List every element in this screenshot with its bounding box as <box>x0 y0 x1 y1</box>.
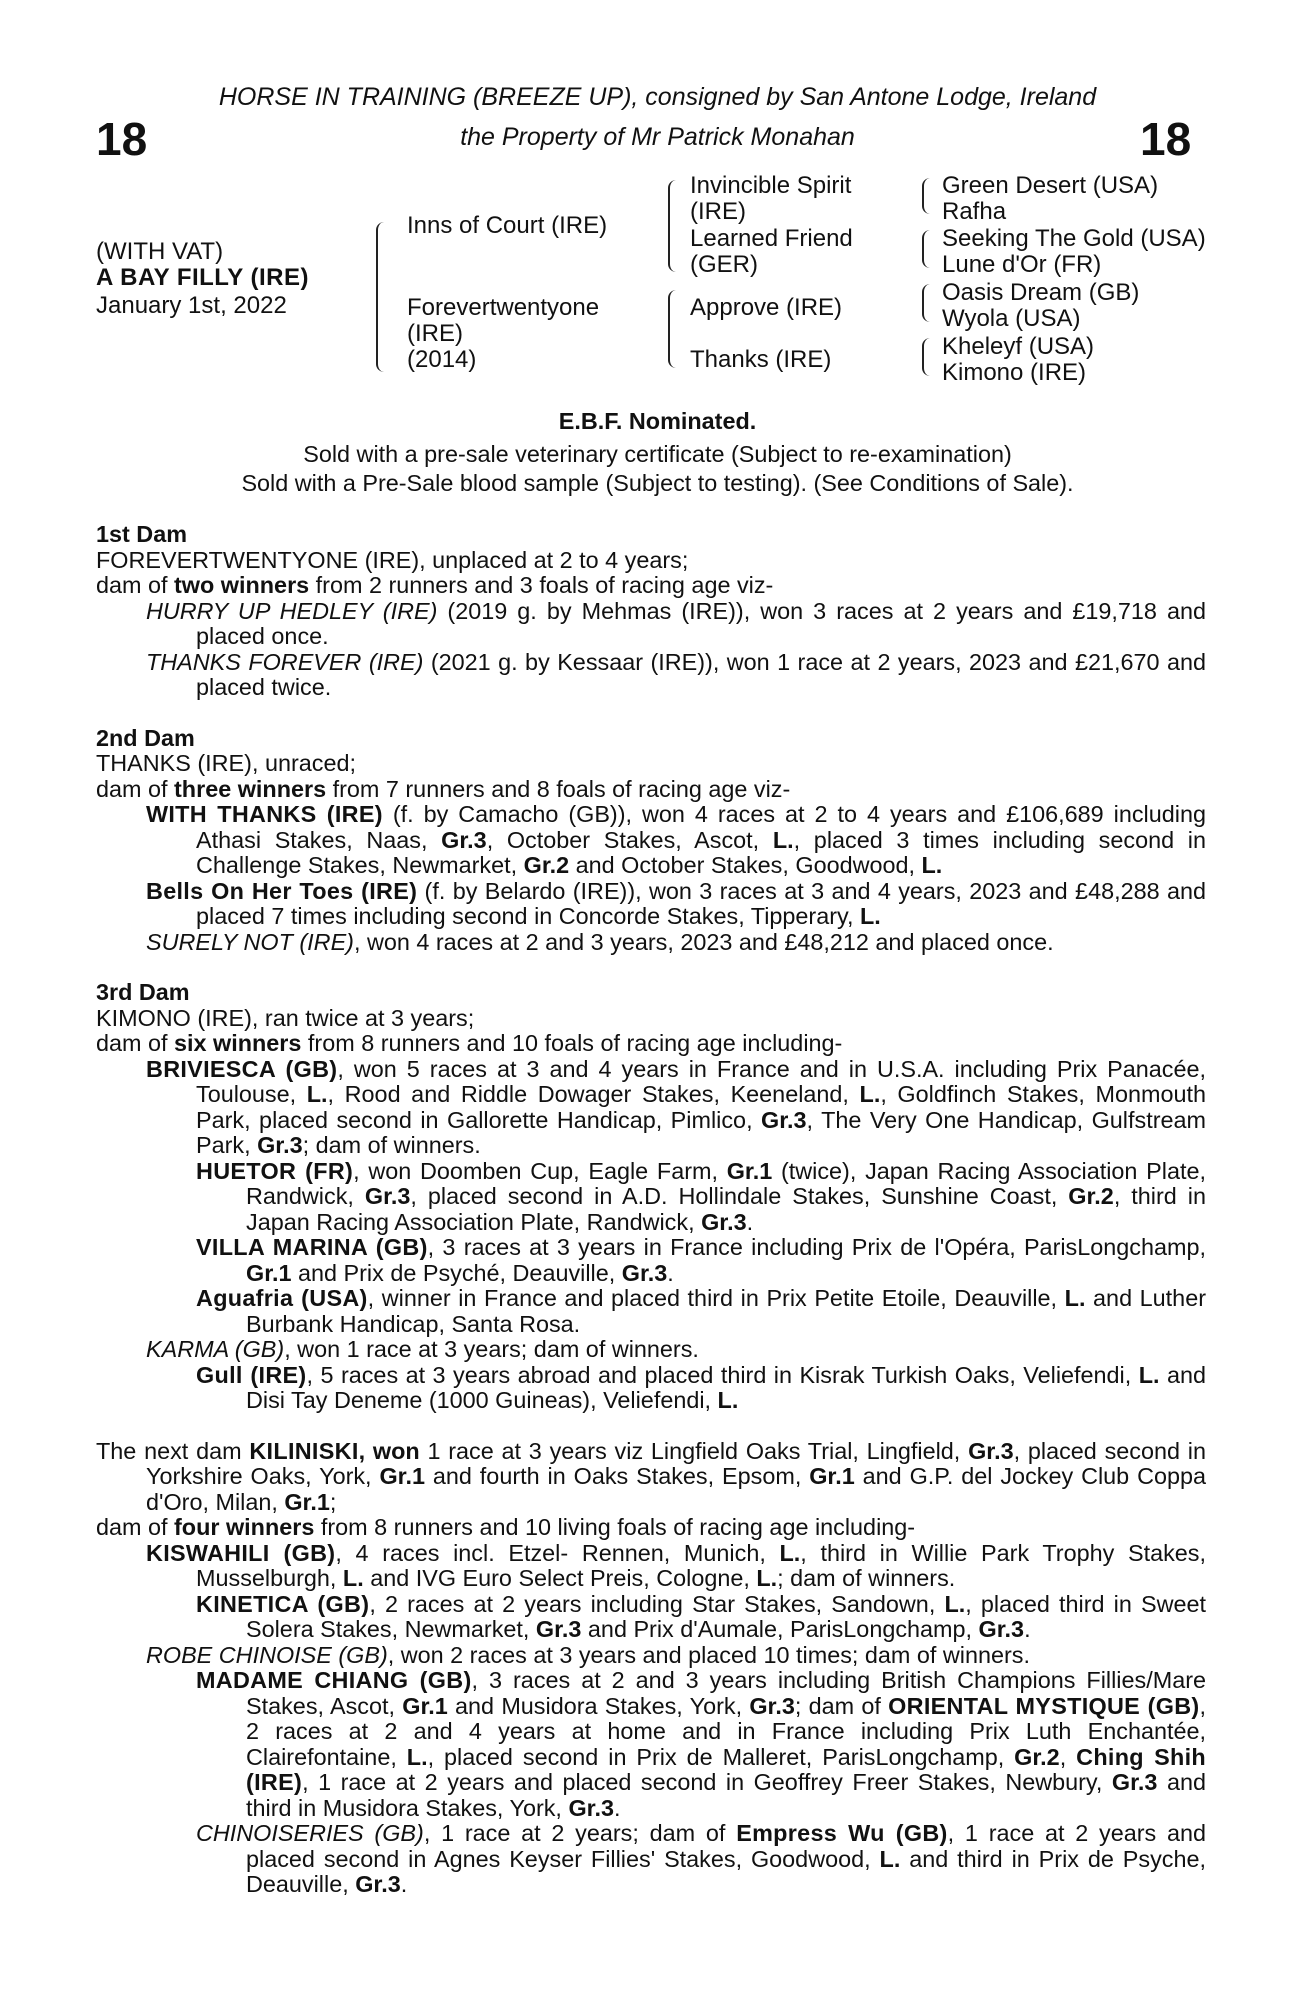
foaling-date: January 1st, 2022 <box>96 292 287 319</box>
pedigree-dam-line1: Forevertwentyone <box>407 294 600 321</box>
dam3-grandchild-gull: Gull (IRE), 5 races at 3 years abroad and placed third in Kisrak Turkish Oaks, Veliefendi, L. and Disi Tay Deneme (1000 Guineas), Veliefendi, L. <box>196 1361 1206 1413</box>
ebf-note: E.B.F. Nominated. <box>558 408 757 434</box>
dam3-offspring-karma: KARMA (GB), won 1 race at 3 years; dam of winners. <box>146 1336 699 1362</box>
pedigree-dss: Oasis Dream (GB) <box>942 279 1140 306</box>
dam3-offspring-briviesca: BRIVIESCA (GB), won 5 races at 3 and 4 years in France and in U.S.A. including Prix Panacée, Toulouse, L., Rood and Riddle Dowager Stakes, Keeneland, L., Goldfinch Stakes, Monmouth Park, placed second in Gallorette Handicap, Pimlico, Gr.3, The Very One Handicap, Gulfstream Park, Gr.3; dam of winners. <box>146 1055 1206 1158</box>
pedigree-sire: Inns of Court (IRE) <box>407 212 608 239</box>
consignment-line: HORSE IN TRAINING (BREEZE UP), consigned by San Antone Lodge, Ireland <box>218 83 1097 111</box>
next-dam-offspring-robe-chinoise: ROBE CHINOISE (GB), won 2 races at 3 years and placed 10 times; dam of winners. <box>146 1641 1031 1668</box>
pedigree-sss: Green Desert (USA) <box>942 172 1159 199</box>
dam2-offspring-1: WITH THANKS (IRE) (f. by Camacho (GB)), won 4 races at 2 to 4 years and £106,689 including Athasi Stakes, Naas, Gr.3, October Stakes, Ascot, L., placed 3 times including second in Challenge Stakes, Newmarket, Gr.2 and October Stakes, Goodwood, L. <box>146 801 1206 878</box>
property-line: the Property of Mr Patrick Monahan <box>460 123 855 151</box>
dam2-offspring-3: SURELY NOT (IRE), won 4 races at 2 and 3 years, 2023 and £48,212 and placed once. <box>146 928 1054 955</box>
dam1-summary: dam of two winners from 2 runners and 3 foals of racing age viz- <box>96 572 774 598</box>
dam3-summary: dam of six winners from 8 runners and 10 foals of racing age including- <box>96 1030 843 1056</box>
pedigree-dds: Kheleyf (USA) <box>942 333 1095 360</box>
pedigree-dam-line2: (IRE) <box>407 320 463 347</box>
next-dam-grandchild-kinetica: KINETICA (GB), 2 races at 2 years including Star Stakes, Sandown, L., placed third in Sweet Solera Stakes, Newmarket, Gr.3 and Prix d'Aumale, ParisLongchamp, Gr.3. <box>196 1590 1206 1642</box>
next-dam-grandchild-madame-chiang: MADAME CHIANG (GB), 3 races at 2 and 3 years including British Champions Fillies/Mare Stakes, Ascot, Gr.1 and Musidora Stakes, York, Gr.3; dam of ORIENTAL MYSTIQUE (GB), 2 races at 2 and 4 years at home and in France including Prix Luth Enchantée, Clairefontaine, L., placed second in Prix de Malleret, ParisLongchamp, Gr.2, Ching Shih (IRE), 1 race at 2 years and placed second in Geoffrey Freer Stakes, Newbury, Gr.3 and third in Musidora Stakes, York, Gr.3. <box>196 1667 1207 1821</box>
next-dam-summary: dam of four winners from 8 runners and 10 living foals of racing age including- <box>96 1514 916 1540</box>
pedigree-ddd: Kimono (IRE) <box>942 359 1087 386</box>
vat-note: (WITH VAT) <box>96 238 224 265</box>
pedigree-sire-dam-1: Learned Friend <box>690 225 853 252</box>
pedigree-brace-sire <box>668 180 682 272</box>
dam1-heading: 1st Dam <box>96 521 188 547</box>
pedigree-sds: Seeking The Gold (USA) <box>942 225 1206 252</box>
pedigree-dsd: Wyola (USA) <box>942 305 1081 332</box>
produce-record <box>96 522 1206 1898</box>
dam2-intro: THANKS (IRE), unraced; <box>96 750 356 776</box>
pedigree-brace-dd <box>922 338 934 376</box>
dam2-summary: dam of three winners from 7 runners and 8 foals of racing age viz- <box>96 775 791 802</box>
pedigree-brace-ss <box>922 178 934 214</box>
pedigree-dam-line3: (2014) <box>407 346 477 373</box>
pedigree-brace-ds <box>922 284 934 322</box>
dam3-intro: KIMONO (IRE), ran twice at 3 years; <box>96 1004 475 1031</box>
pedigree-sdd: Lune d'Or (FR) <box>942 251 1102 278</box>
pedigree-sire-sire-2: (IRE) <box>690 198 746 225</box>
pedigree-brace-main <box>376 222 392 372</box>
pedigree-brace-sd <box>922 230 934 268</box>
lot-number-right: 18 <box>1140 113 1192 165</box>
dam2-heading: 2nd Dam <box>96 724 195 751</box>
pedigree-dam-dam: Thanks (IRE) <box>690 346 832 373</box>
dam3-grandchild-huetor: HUETOR (FR), won Doomben Cup, Eagle Farm, Gr.1 (twice), Japan Racing Association Plate, Randwick, Gr.3, placed second in A.D. Hollindale Stakes, Sunshine Coast, Gr.2, third in Japan Racing Association Plate, Randwick, Gr.3. <box>196 1157 1206 1235</box>
pedigree-ssd: Rafha <box>942 198 1007 225</box>
pedigree-sire-dam-2: (GER) <box>690 251 758 278</box>
next-dam-record: The next dam KILINISKI, won 1 race at 3 years viz Lingfield Oaks Trial, Lingfield, Gr.3, placed second in Yorkshire Oaks, York, Gr.1 and fourth in Oaks Stakes, Epsom, Gr.1 and G.P. del Jockey Club Coppa d'Oro, Milan, Gr.1; <box>96 1437 1206 1515</box>
lot-number-left: 18 <box>96 113 148 165</box>
dam1-offspring-2: THANKS FOREVER (IRE) (2021 g. by Kessaar (IRE)), won 1 race at 2 years, 2023 and £21,670 and placed twice. <box>146 648 1206 700</box>
dam3-grandchild-aguafria: Aguafria (USA), winner in France and placed third in Prix Petite Etoile, Deauville, L. and Luther Burbank Handicap, Santa Rosa. <box>196 1285 1206 1337</box>
blood-note: Sold with a Pre-Sale blood sample (Subject to testing). (See Conditions of Sale). <box>241 470 1074 496</box>
pedigree-brace-dam <box>668 290 682 368</box>
next-dam-grandchild-chinoiseries: CHINOISERIES (GB), 1 race at 2 years; dam of Empress Wu (GB), 1 race at 2 years and placed second in Agnes Keyser Fillies' Stakes, Goodwood, L. and third in Prix de Psyche, Deauville, Gr.3. <box>196 1820 1207 1897</box>
pedigree-dam-sire: Approve (IRE) <box>690 294 843 321</box>
dam3-grandchild-villa-marina: VILLA MARINA (GB), 3 races at 3 years in France including Prix de l'Opéra, ParisLongchamp, Gr.1 and Prix de Psyché, Deauville, Gr.3. <box>196 1234 1206 1286</box>
next-dam-offspring-kiswahili: KISWAHILI (GB), 4 races incl. Etzel- Rennen, Munich, L., third in Willie Park Trophy Stakes, Musselburgh, L. and IVG Euro Select Preis, Cologne, L.; dam of winners. <box>146 1539 1206 1591</box>
dam1-offspring-1: HURRY UP HEDLEY (IRE) (2019 g. by Mehmas (IRE)), won 3 races at 2 years and £19,718 and placed once. <box>146 597 1207 649</box>
dam2-offspring-2: Bells On Her Toes (IRE) (f. by Belardo (IRE)), won 3 races at 3 and 4 years, 2023 and £48,288 and placed 7 times including second in Concorde Stakes, Tipperary, L. <box>146 877 1207 929</box>
vet-note: Sold with a pre-sale veterinary certificate (Subject to re-examination) <box>303 441 1012 467</box>
dam1-intro: FOREVERTWENTYONE (IRE), unplaced at 2 to 4 years; <box>96 546 689 573</box>
pedigree-sire-sire-1: Invincible Spirit <box>690 172 852 199</box>
horse-name: A BAY FILLY (IRE) <box>96 264 309 291</box>
dam3-heading: 3rd Dam <box>96 979 190 1005</box>
